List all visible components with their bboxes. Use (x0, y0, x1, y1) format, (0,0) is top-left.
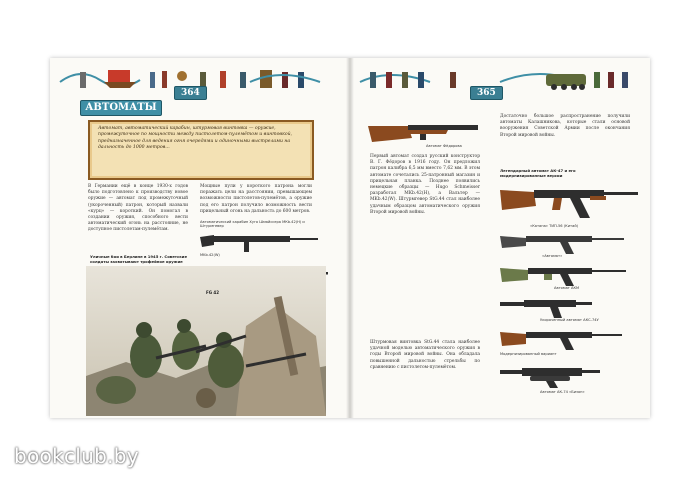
watermark-logo: bookclub.by (14, 444, 139, 468)
caption-mkb42w: MKb.42(W) (200, 253, 220, 257)
rifle-bizon-icon (500, 362, 620, 388)
book-spread (50, 58, 650, 418)
left-body-col1: В Германии ещё в конце 1930-х годов было подготовлено к производству новое оружие — автомат под промежуточный (укороченный) патрон, который назвали «курц» — короткий. Он помогал в создании оружия, способного вести автоматический огонь на расстояние, не доступное пистолетам-пулемётам. (88, 184, 188, 233)
caption-ak74: Автомат АКМ (554, 286, 580, 290)
rifle-aks74u-icon (500, 294, 630, 318)
caption-tip56: «Катана» ТИП-56 (Китай) (530, 224, 579, 228)
intro-text: Автомат, автоматический карабин, штурмовая винтовка — оружие, промежуточное по мощности между пистолетом-пулемётом и винтовкой, предназначенное для ведения огня очередями и одиночными выстрелами на дальность до 1000 метров... (98, 126, 293, 151)
intro-box (88, 120, 314, 180)
caption-akm: «Автомат» (542, 254, 563, 258)
battle-illustration (86, 266, 326, 416)
rifle-ak47-icon (500, 180, 640, 220)
caption-battle: Уличные бои в Берлине в 1945 г. Советские солдаты захватывают трофейное оружие (90, 254, 188, 264)
left-body-col2: Мощные пули у короткого патрона могли поражать цели на расстоянии, превышающем возможности пистолетов-пулемётов, а оружие под его патрон получило возможность вести прицельный огонь на дальность до 600 метров. (200, 184, 312, 214)
right-body-col2: Штурмовая винтовка StG.44 стала наиболее удачной моделью автоматического оружия в годы Второй мировой войны. Она обладала повышенной дальностью стрельбы по сравнению с пистолетом-пулемётом. (370, 340, 480, 370)
rifle-ak-variant-icon (500, 326, 630, 350)
caption-ak-variant: Модернизированный вариант (500, 352, 557, 356)
rifle-akm-icon (500, 230, 630, 254)
page-number-left: 364 (174, 86, 207, 100)
rifle-mkb42w-icon (200, 228, 320, 252)
right-body-top: Достаточно большое распространение получили автоматы Калашникова, которые стали основой вооружения Советской Армии после окончания Второй мировой войны. (500, 114, 630, 138)
rifle-ak74-icon (500, 262, 630, 286)
caption-bizon: Автомат АК-74 «Бизон» (540, 390, 585, 394)
caption-fedorov: Автомат Фёдорова (426, 144, 462, 148)
caption-fg42: FG 42 (206, 290, 219, 295)
left-page (50, 58, 350, 418)
caption-stg: Автоматический карабин Хуго Шмайссера МКb.42(H) и Штурмгевер (200, 220, 305, 228)
right-page (350, 58, 650, 418)
page-number-right: 365 (470, 86, 503, 100)
caption-aks74u: Укороченный автомат АКС-74У (540, 318, 599, 322)
section-title: АВТОМАТЫ (80, 100, 162, 116)
caption-ak47: Легендарный автомат АК-47 и его модернизированные версии (500, 168, 576, 178)
rifle-fedorov-icon (368, 116, 488, 146)
right-body-col1: Первый автомат создал русский конструктор В. Г. Фёдоров в 1916 году. Он предложил патрон калибра 6,5 мм вместо 7,62 мм. В этом автомате сочетались 25-патронный магазин и прицельная планка. Позднее появились немецкие образцы — Hugo Schmeisser разработал MKb.42(H), а Вальтер — MKb.42(W). Штурмгевер StG.44 стал наиболее удачным образцом автоматического оружия Второй мировой войны. (370, 154, 480, 215)
